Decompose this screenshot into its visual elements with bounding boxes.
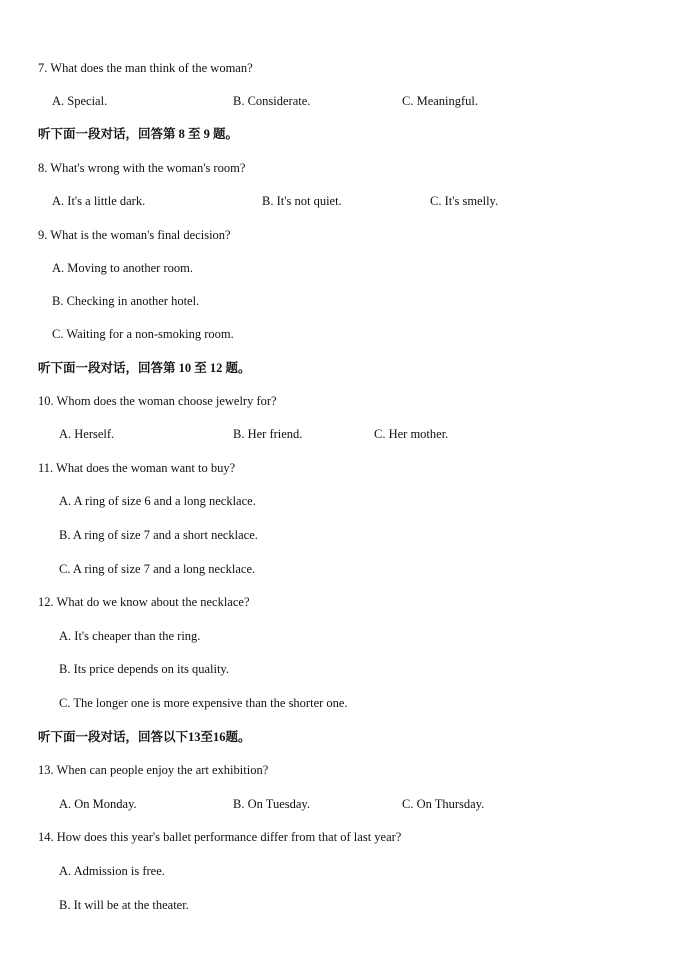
q14-option-a: A. Admission is free. xyxy=(59,864,165,878)
q8-option-c: C. It's smelly. xyxy=(430,194,499,208)
q11-option-c: C. A ring of size 7 and a long necklace. xyxy=(59,562,256,576)
q7-option-a: A. Special. xyxy=(52,94,108,108)
question-11: 11. What does the woman want to buy? xyxy=(38,461,236,475)
q7-option-c: C. Meaningful. xyxy=(402,94,479,108)
question-9: 9. What is the woman's final decision? xyxy=(38,228,231,242)
q13-option-b: B. On Tuesday. xyxy=(233,797,310,811)
q10-option-a: A. Herself. xyxy=(59,427,115,441)
q8-option-b: B. It's not quiet. xyxy=(262,194,342,208)
question-12: 12. What do we know about the necklace? xyxy=(38,595,250,609)
q7-option-b: B. Considerate. xyxy=(233,94,311,108)
q12-option-c: C. The longer one is more expensive than the shorter one. xyxy=(59,696,348,710)
q11-option-b: B. A ring of size 7 and a short necklace. xyxy=(59,528,258,542)
question-8: 8. What's wrong with the woman's room? xyxy=(38,161,246,175)
q13-option-a: A. On Monday. xyxy=(59,797,137,811)
question-14: 14. How does this year's ballet performance differ from that of last year? xyxy=(38,830,402,844)
q10-option-b: B. Her friend. xyxy=(233,427,303,441)
q9-option-a: A. Moving to another room. xyxy=(52,261,193,275)
question-10: 10. Whom does the woman choose jewelry for? xyxy=(38,394,277,408)
q8-option-a: A. It's a little dark. xyxy=(52,194,146,208)
q13-option-c: C. On Thursday. xyxy=(402,797,485,811)
question-13: 13. When can people enjoy the art exhibition? xyxy=(38,763,269,777)
section-heading-10-12: 听下面一段对话，回答第 10 至 12 题。 xyxy=(38,361,251,375)
q10-option-c: C. Her mother. xyxy=(374,427,449,441)
section-heading-8-9: 听下面一段对话，回答第 8 至 9 题。 xyxy=(38,127,239,141)
q12-option-b: B. Its price depends on its quality. xyxy=(59,662,229,676)
section-heading-13-16: 听下面一段对话，回答以下13至16题。 xyxy=(38,730,251,744)
q12-option-a: A. It's cheaper than the ring. xyxy=(59,629,201,643)
q9-option-c: C. Waiting for a non-smoking room. xyxy=(52,327,234,341)
q9-option-b: B. Checking in another hotel. xyxy=(52,294,200,308)
q11-option-a: A. A ring of size 6 and a long necklace. xyxy=(59,494,256,508)
question-7: 7. What does the man think of the woman? xyxy=(38,61,253,75)
q14-option-b: B. It will be at the theater. xyxy=(59,898,189,912)
